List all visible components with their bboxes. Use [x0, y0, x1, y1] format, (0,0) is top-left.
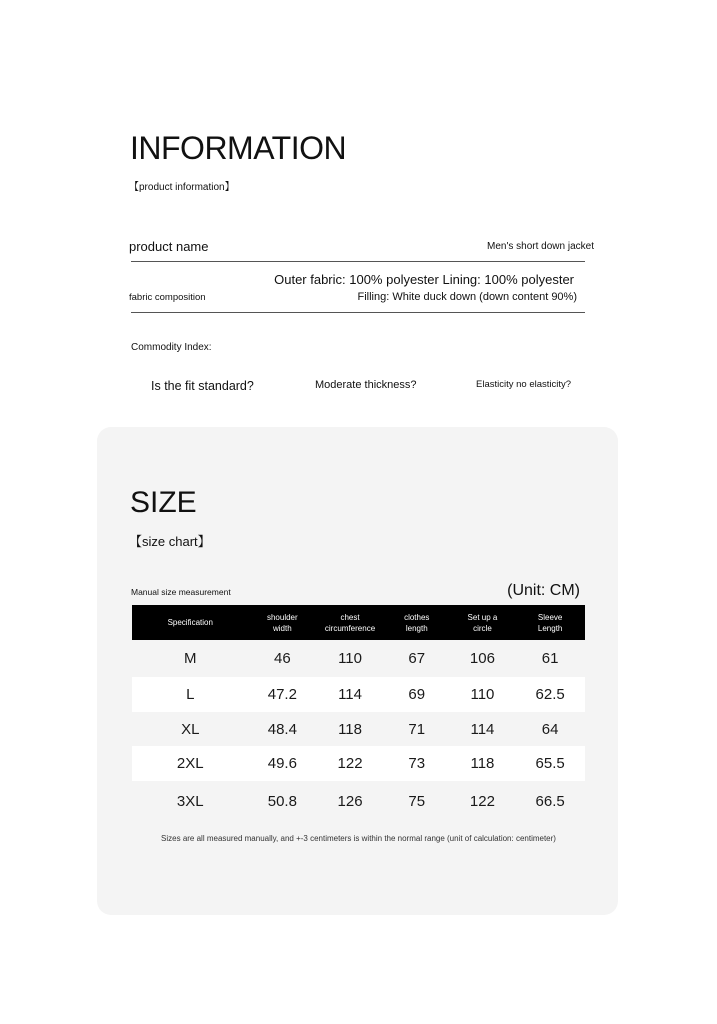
table-row: [132, 781, 585, 822]
commodity-index-label: Commodity Index:: [131, 342, 212, 353]
thickness-question: Moderate thickness?: [315, 379, 417, 391]
fit-question: Is the fit standard?: [151, 379, 254, 393]
product-name-value: Men's short down jacket: [487, 241, 594, 252]
table-cell: 64: [541, 720, 559, 738]
size-cell: 3XL: [176, 793, 204, 810]
info-subtitle: 【product information】: [129, 182, 235, 193]
size-cell: 2XL: [176, 755, 204, 772]
fabric-composition-label: fabric composition: [129, 292, 206, 303]
table-cell: 118: [338, 720, 362, 738]
table-row: [132, 640, 585, 677]
header-cell: Set up a circle: [467, 612, 498, 633]
product-name-label: product name: [129, 239, 209, 254]
fabric-filling-value: Filling: White duck down (down content 90%): [357, 291, 577, 303]
table-cell: 67: [408, 650, 426, 667]
size-cell: M: [183, 650, 197, 667]
header-cell: Sleeve Length: [537, 612, 563, 633]
fabric-outer-value: Outer fabric: 100% polyester Lining: 100% polyester: [274, 272, 574, 287]
size-cell: XL: [181, 720, 200, 738]
table-cell: 114: [470, 720, 495, 738]
divider: [131, 261, 585, 262]
table-row: [132, 712, 585, 746]
table-cell: 126: [337, 793, 363, 810]
manual-measurement-label: Manual size measurement: [131, 587, 231, 597]
header-cell: chest circumference: [324, 612, 376, 633]
table-cell: 118: [470, 755, 495, 772]
table-cell: 75: [408, 793, 426, 810]
size-cell: L: [186, 686, 195, 703]
table-cell: 114: [338, 686, 362, 703]
size-table-header: [132, 605, 585, 640]
header-cell: Specification: [167, 618, 213, 627]
size-table: [132, 605, 585, 822]
table-cell: 106: [469, 650, 495, 667]
table-cell: 65.5: [535, 755, 565, 772]
table-row: [132, 677, 585, 712]
table-cell: 110: [470, 686, 495, 703]
unit-label: (Unit: CM): [507, 582, 580, 599]
table-cell: 46: [273, 650, 291, 667]
table-cell: 50.8: [267, 793, 297, 810]
table-cell: 66.5: [535, 793, 565, 810]
table-cell: 122: [469, 793, 495, 810]
table-cell: 71: [408, 720, 426, 738]
info-title: INFORMATION: [130, 130, 347, 166]
elasticity-question: Elasticity no elasticity?: [476, 379, 572, 390]
divider: [131, 312, 585, 313]
table-cell: 49.6: [267, 755, 297, 772]
size-subtitle: 【size chart】: [129, 534, 211, 549]
table-cell: 69: [408, 686, 426, 703]
table-cell: 110: [338, 650, 362, 667]
size-title: SIZE: [130, 486, 197, 519]
table-cell: 61: [541, 650, 559, 667]
size-footnote: Sizes are all measured manually, and +-3 centimeters is within the normal range (unit of calculation: centimeter): [161, 834, 556, 843]
header-cell: shoulder width: [266, 612, 298, 633]
header-cell: clothes length: [404, 612, 430, 633]
table-cell: 62.5: [535, 686, 565, 703]
table-cell: 73: [408, 755, 426, 772]
table-cell: 48.4: [267, 720, 297, 738]
table-row: [132, 746, 585, 781]
table-cell: 47.2: [267, 686, 297, 703]
table-cell: 122: [337, 755, 363, 772]
